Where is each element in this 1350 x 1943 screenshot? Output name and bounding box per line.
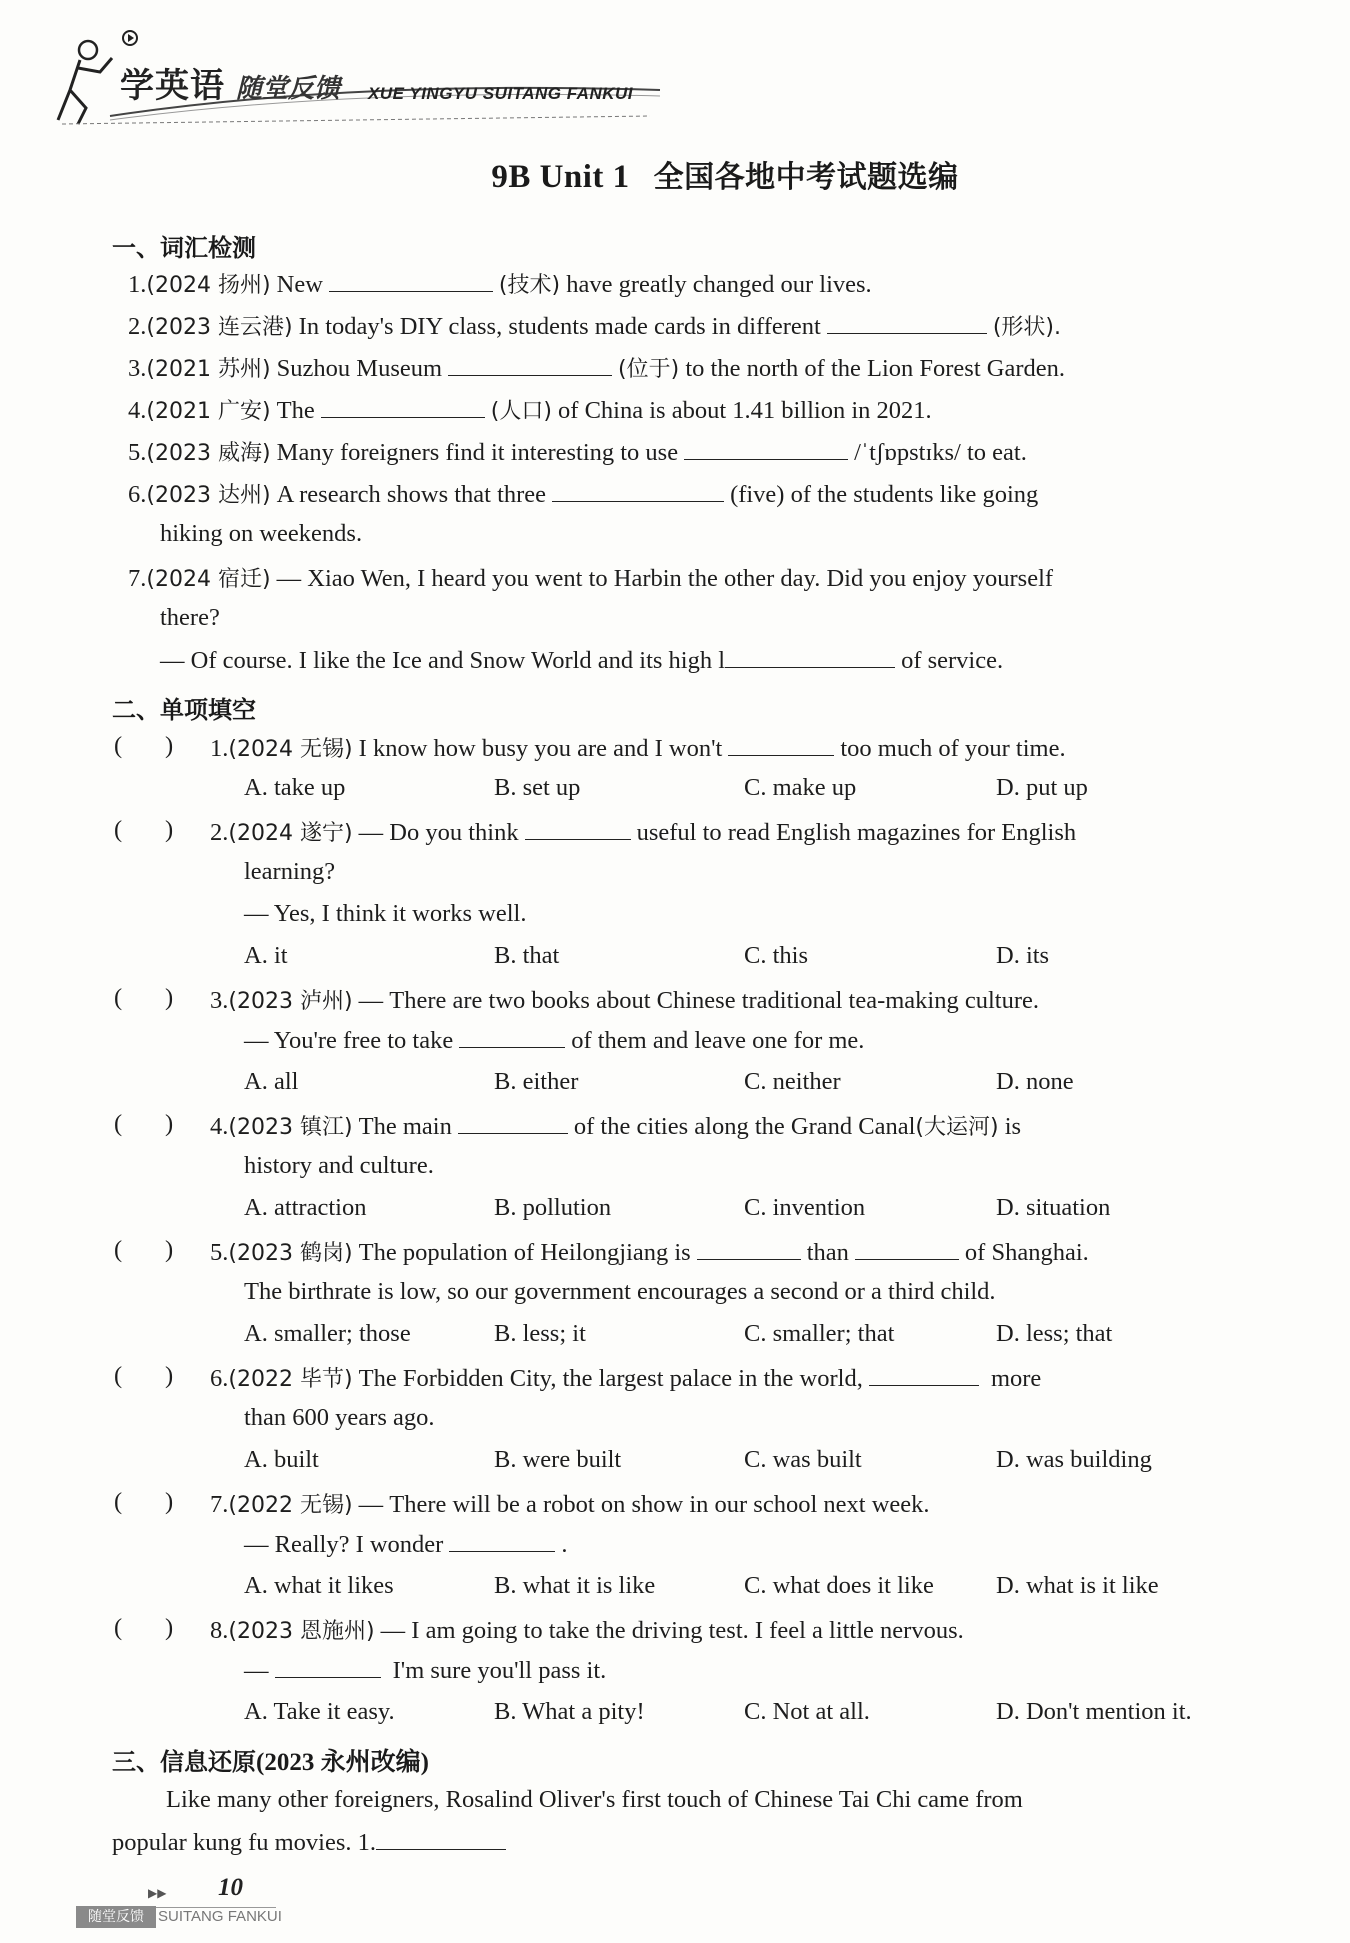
question-line: 6.(2022 毕节) The Forbidden City, the largest palace in the world, more (210, 1365, 1042, 1392)
dialogue-reply: — Yes, I think it works well. (244, 900, 527, 927)
answer-blank[interactable] (684, 438, 848, 460)
question-line: 4.(2023 镇江) The main of the cities along the Grand Canal(大运河) is (210, 1113, 1022, 1140)
answer-bracket[interactable]: ( ) (114, 1488, 174, 1515)
option-c[interactable]: C. neither (744, 1068, 841, 1095)
answer-blank (728, 734, 834, 756)
answer-bracket[interactable]: ( ) (114, 732, 174, 759)
question-line: 2.(2024 遂宁) — Do you think useful to read English magazines for English (210, 819, 1077, 846)
option-d[interactable]: D. less; that (996, 1320, 1113, 1347)
option-c[interactable]: C. this (744, 942, 808, 969)
question-line: 1.(2024 无锡) I know how busy you are and I won't too much of your time. (210, 735, 1066, 762)
option-a[interactable]: A. take up (244, 774, 346, 801)
option-b[interactable]: B. What a pity! (494, 1698, 645, 1725)
answer-blank (855, 1238, 959, 1260)
answer-blank (458, 1112, 568, 1134)
brand-english: XUE YINGYU SUITANG FANKUI (368, 84, 634, 103)
unit-label: 9B Unit 1 (491, 159, 630, 195)
answer-bracket[interactable]: ( ) (114, 816, 174, 843)
page-number: 10 (218, 1874, 243, 1901)
question-line: 2.(2023 连云港) In today's DIY class, students made cards in different (形状). (128, 313, 1062, 340)
page-header (50, 20, 670, 130)
brand-subtitle: 随堂反馈 (236, 74, 341, 104)
answer-bracket[interactable]: ( ) (114, 1362, 174, 1389)
question-continuation: there? (160, 604, 220, 631)
option-b[interactable]: B. either (494, 1068, 579, 1095)
option-c[interactable]: C. Not at all. (744, 1698, 870, 1725)
section-heading: 二、单项填空 (112, 696, 256, 724)
option-c[interactable]: C. invention (744, 1194, 866, 1221)
answer-blank[interactable] (448, 354, 612, 376)
option-d[interactable]: D. Don't mention it. (996, 1698, 1192, 1725)
answer-blank[interactable] (827, 312, 987, 334)
brand-title: 学英语 (120, 66, 225, 106)
option-a[interactable]: A. what it likes (244, 1572, 394, 1599)
answer-blank (869, 1364, 979, 1386)
section-heading: 三、信息还原(2023 永州改编) (112, 1748, 429, 1776)
question-continuation: learning? (244, 858, 336, 885)
passage-line: popular kung fu movies. 1. (112, 1828, 512, 1857)
option-a[interactable]: A. it (244, 942, 288, 969)
question-line: 8.(2023 恩施州) — I am going to take the driving test. I feel a little nervous. (210, 1617, 964, 1644)
answer-bracket[interactable]: ( ) (114, 1236, 174, 1263)
dialogue-reply: — Really? I wonder . (244, 1531, 568, 1558)
question-line: 5.(2023 威海) Many foreigners find it interesting to use /ˈtʃɒpstɪks/ to eat. (128, 439, 1027, 466)
section-source: (2023 永州改编) (256, 1749, 429, 1776)
answer-blank (525, 818, 631, 840)
answer-blank[interactable] (321, 396, 485, 418)
question-line: 3.(2023 泸州) — There are two books about Chinese traditional tea-making culture. (210, 987, 1039, 1014)
question-continuation: hiking on weekends. (160, 520, 363, 547)
dialogue-reply: — I'm sure you'll pass it. (244, 1657, 607, 1684)
option-b[interactable]: B. that (494, 942, 560, 969)
option-d[interactable]: D. none (996, 1068, 1074, 1095)
question-line: 1.(2024 扬州) New (技术) have greatly changed our lives. (128, 271, 872, 298)
option-b[interactable]: B. pollution (494, 1194, 612, 1221)
option-c[interactable]: C. was built (744, 1446, 862, 1473)
dialogue-reply: — Of course. I like the Ice and Snow World and its high l of service. (160, 647, 1004, 674)
answer-blank (459, 1026, 565, 1048)
answer-blank[interactable] (552, 480, 724, 502)
option-d[interactable]: D. what is it like (996, 1572, 1159, 1599)
phonetic-hint: /ˈtʃɒpstɪks/ (854, 439, 961, 466)
question-line: 6.(2023 达州) A research shows that three (five) of the students like going (128, 481, 1039, 508)
option-d[interactable]: D. situation (996, 1194, 1111, 1221)
option-d[interactable]: D. was building (996, 1446, 1152, 1473)
answer-bracket[interactable]: ( ) (114, 1110, 174, 1137)
question-line: 7.(2024 宿迁) — Xiao Wen, I heard you went to Harbin the other day. Did you enjoy yourself (128, 565, 1054, 592)
option-b[interactable]: B. were built (494, 1446, 622, 1473)
option-a[interactable]: A. Take it easy. (244, 1698, 395, 1725)
option-d[interactable]: D. put up (996, 774, 1088, 801)
question-line: 7.(2022 无锡) — There will be a robot on show in our school next week. (210, 1491, 930, 1518)
answer-bracket[interactable]: ( ) (114, 1614, 174, 1641)
option-b[interactable]: B. set up (494, 774, 581, 801)
option-d[interactable]: D. its (996, 942, 1050, 969)
option-c[interactable]: C. smaller; that (744, 1320, 895, 1347)
question-continuation: history and culture. (244, 1152, 434, 1179)
question-line: 3.(2021 苏州) Suzhou Museum (位于) to the north of the Lion Forest Garden. (128, 355, 1065, 382)
footer-english: SUITANG FANKUI (158, 1908, 282, 1925)
double-arrow-icon: ▶▶ (148, 1886, 167, 1900)
answer-blank (449, 1530, 555, 1552)
answer-blank[interactable] (329, 270, 493, 292)
option-a[interactable]: A. built (244, 1446, 319, 1473)
question-line: 5.(2023 鹤岗) The population of Heilongjiang is than of Shanghai. (210, 1239, 1089, 1266)
option-c[interactable]: C. make up (744, 774, 857, 801)
option-b[interactable]: B. less; it (494, 1320, 586, 1347)
question-continuation: than 600 years ago. (244, 1404, 435, 1431)
section-heading: 一、词汇检测 (112, 234, 256, 262)
question-line: 4.(2021 广安) The (人口) of China is about 1.41 billion in 2021. (128, 397, 932, 424)
option-c[interactable]: C. what does it like (744, 1572, 934, 1599)
answer-blank[interactable] (376, 1828, 506, 1850)
answer-bracket[interactable]: ( ) (114, 984, 174, 1011)
answer-blank[interactable] (725, 646, 895, 668)
page-title (0, 152, 1350, 196)
answer-blank (275, 1656, 381, 1678)
answer-blank (697, 1238, 801, 1260)
option-b[interactable]: B. what it is like (494, 1572, 656, 1599)
dialogue-reply: — You're free to take of them and leave one for me. (244, 1027, 865, 1054)
option-a[interactable]: A. attraction (244, 1194, 367, 1221)
footer-badge: 随堂反馈 (76, 1906, 156, 1928)
option-a[interactable]: A. all (244, 1068, 299, 1095)
question-continuation: The birthrate is low, so our government encourages a second or a third child. (244, 1278, 996, 1305)
title-subtitle: 全国各地中考试题选编 (653, 160, 959, 195)
passage-line: Like many other foreigners, Rosalind Oliver's first touch of Chinese Tai Chi came from (166, 1786, 1023, 1813)
option-a[interactable]: A. smaller; those (244, 1320, 411, 1347)
